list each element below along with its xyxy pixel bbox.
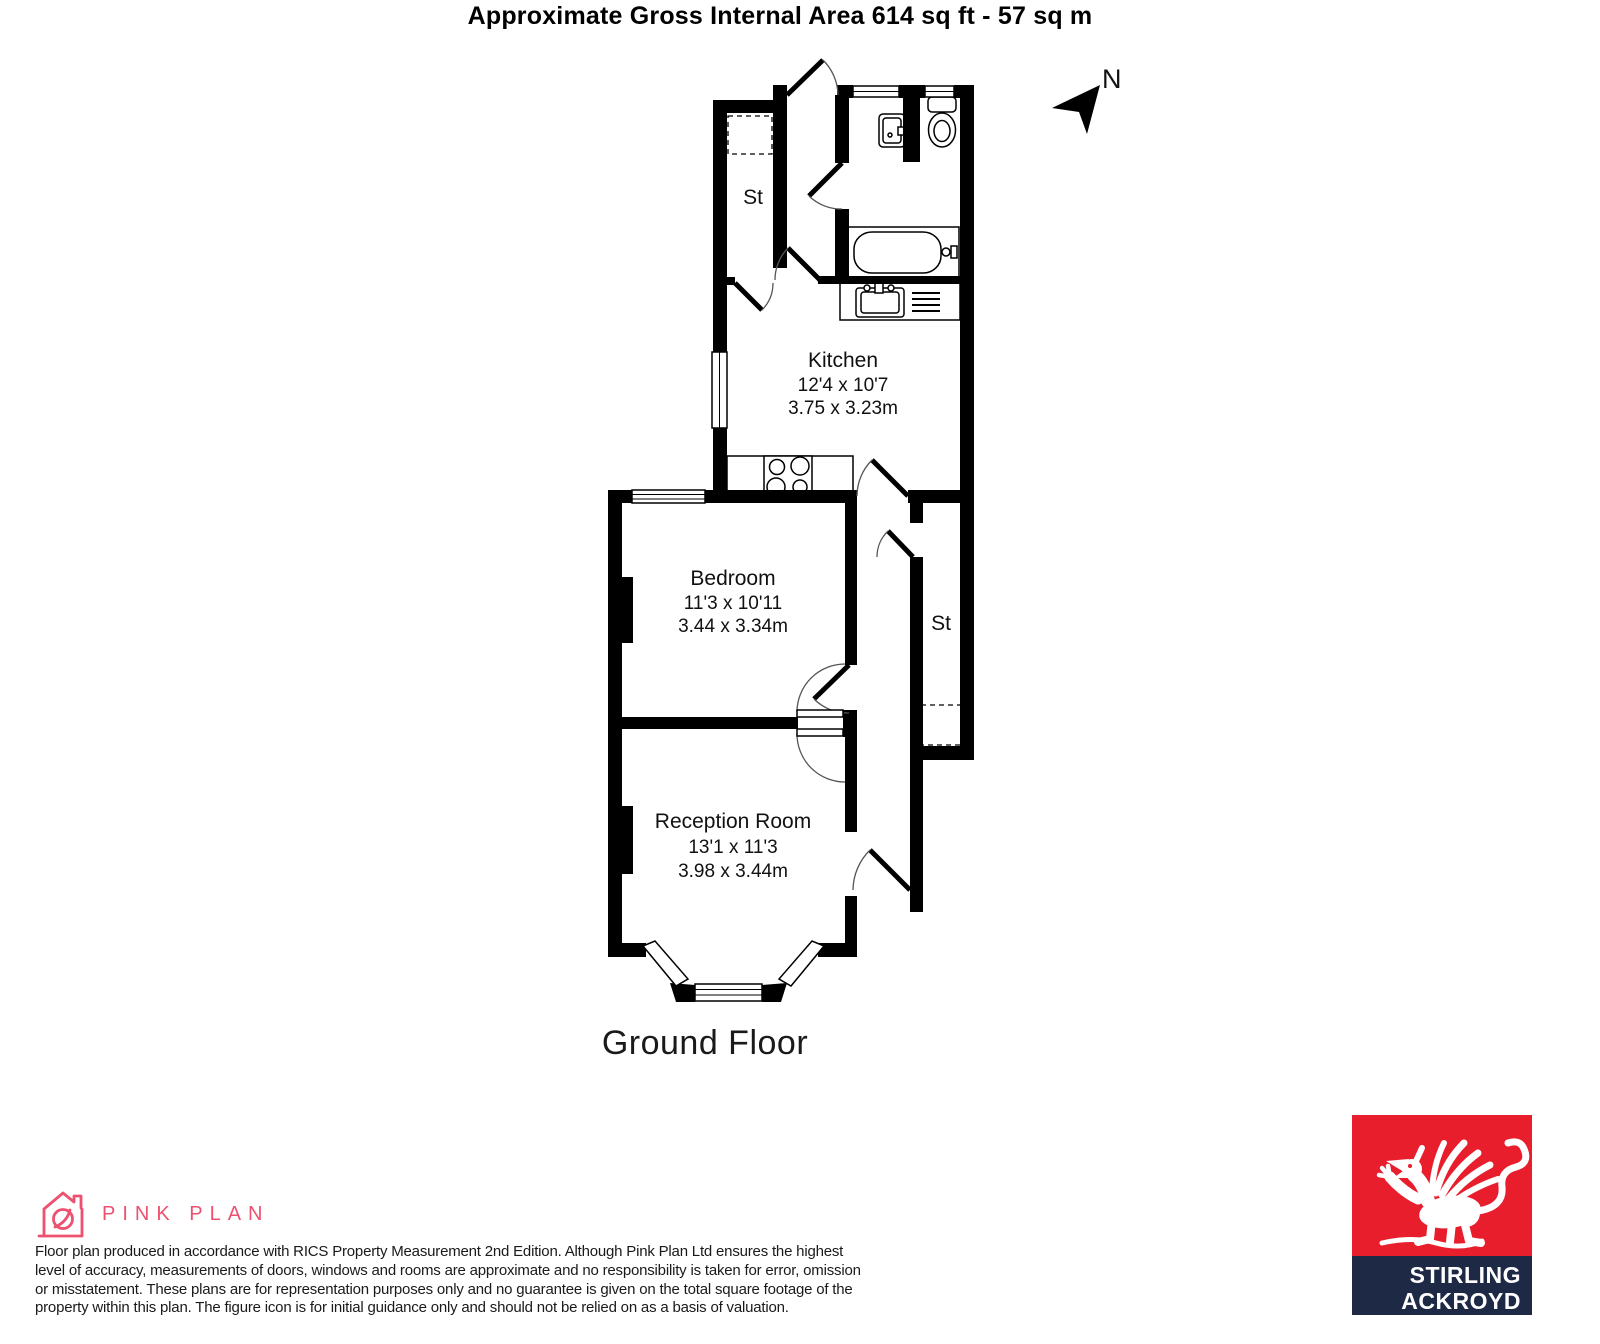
disclaimer-line: level of accuracy, measurements of doors, windows and rooms are approximate and no responsibility is taken for error, omission xyxy=(35,1261,861,1279)
bedroom-dim-imperial: 11'3 x 10'11 xyxy=(683,593,783,614)
griffin-icon xyxy=(1352,1115,1532,1256)
storage-lower-door xyxy=(888,531,913,557)
disclaimer-line: property within this plan. The figure icon is for initial guidance only and should not be relied on as a basis of valuation. xyxy=(35,1299,789,1317)
hall-kitchen-door xyxy=(788,248,820,280)
kitchen-door xyxy=(872,460,908,496)
kitchen-label: Kitchen xyxy=(807,349,879,372)
storage-upper-door xyxy=(735,283,762,310)
disclaimer-line: or misstatement. These plans are for representation purposes only and no guarantee is given on the total square footage of the xyxy=(35,1280,853,1298)
pink-plan-logo xyxy=(36,1186,269,1242)
page-title: Approximate Gross Internal Area 614 sq ft - 57 sq m xyxy=(467,2,1093,30)
walls xyxy=(608,85,974,1002)
kitchen-dim-imperial: 12'4 x 10'7 xyxy=(797,375,889,396)
reception-label: Reception Room xyxy=(654,810,812,833)
agency-name-line2: ACKROYD xyxy=(1401,1288,1521,1314)
disclaimer-line: Floor plan produced in accordance with RICS Property Measurement 2nd Edition. Although Pink Plan Ltd ensures the highest xyxy=(35,1243,844,1260)
bath-fixture xyxy=(848,227,959,278)
agency-navy-panel xyxy=(1352,1256,1532,1315)
agency-name-line1: STIRLING xyxy=(1409,1262,1521,1288)
kitchen-window xyxy=(712,352,727,428)
north-label: N xyxy=(1102,64,1122,94)
disclaimer-text xyxy=(35,1243,955,1318)
pink-plan-house-icon xyxy=(36,1186,88,1242)
reception-dim-imperial: 13'1 x 11'3 xyxy=(688,837,778,858)
reception-dim-metric: 3.98 x 3.44m xyxy=(678,861,788,882)
bathroom-sink-fixture xyxy=(879,114,905,147)
double-door-leaves xyxy=(797,710,843,736)
agency-logo xyxy=(1352,1115,1532,1315)
agency-red-panel xyxy=(1352,1115,1532,1256)
entrance-door xyxy=(787,60,823,95)
kitchen-sink-fixture xyxy=(840,282,960,320)
bathroom-door xyxy=(809,163,842,196)
bedroom-dim-metric: 3.44 x 3.34m xyxy=(678,616,788,637)
bedroom-door xyxy=(814,665,849,699)
pink-plan-wordmark: PINK PLAN xyxy=(102,1202,270,1225)
floor-label: Ground Floor xyxy=(601,1024,809,1062)
kitchen-dim-metric: 3.75 x 3.23m xyxy=(788,398,898,419)
toilet-fixture xyxy=(928,97,956,147)
storage-lower-label: St xyxy=(931,612,951,635)
bedroom-window xyxy=(632,490,705,503)
bedroom-label: Bedroom xyxy=(690,567,776,590)
bay-window xyxy=(643,941,824,1001)
storage-upper-label: St xyxy=(743,186,763,209)
reception-door xyxy=(870,850,910,890)
north-arrow-icon xyxy=(1052,64,1122,134)
